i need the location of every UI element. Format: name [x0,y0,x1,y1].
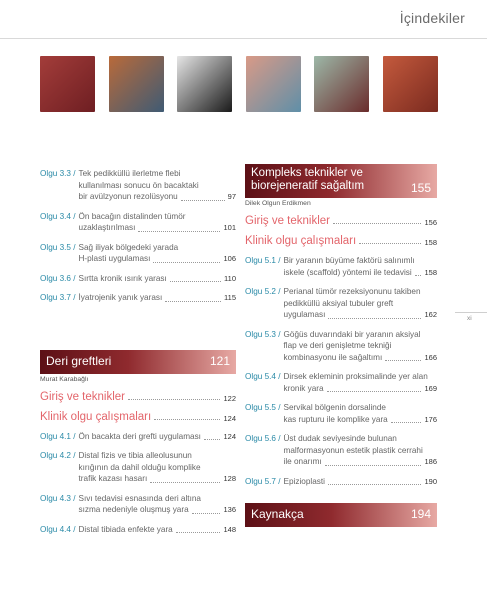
toc-entry[interactable] [245,255,437,278]
entry-body [284,371,437,394]
dot-leader [415,275,422,276]
entry-text: pedikküllü aksiyal tubuler greft [283,298,394,308]
entry-line [79,473,236,485]
heading-text: Giriş ve teknikler [40,390,125,403]
toc-entry[interactable] [40,493,236,516]
entry-body [79,450,236,485]
entry-body [79,524,236,536]
toc-entry[interactable] [40,292,236,304]
dot-leader [333,223,421,224]
entry-text: flap ve deri genişletme tekniği [283,341,392,350]
dot-leader [359,243,421,244]
entry-text: trafik kazası hasarı [78,474,148,483]
dot-leader [325,465,422,466]
entry-body [79,493,236,516]
entry-page: 124 [223,413,236,423]
entry-text: uygulaması [283,310,326,319]
entry-page: 110 [224,273,236,283]
entry-prefix: Olgu 4.4 / [40,524,76,534]
entry-prefix: Olgu 5.2 / [245,287,281,296]
entry-line [284,476,437,488]
section-title: Kompleks teknikler ve biorejeneratif sağaltım [251,167,365,192]
section-page: 155 [410,181,431,195]
dot-leader [391,422,422,423]
entry-text: Epizioplasti [283,476,325,486]
entry-prefix: Olgu 3.4 / [40,211,76,221]
entry-line [284,267,437,279]
entry-page: 176 [424,414,437,424]
toc-entry[interactable] [40,273,236,285]
dot-leader [165,301,221,302]
entry-line [79,504,236,516]
entry-line [79,431,236,443]
entry-line [79,222,236,234]
section-title: Kaynakça [251,507,304,521]
toc-entry[interactable] [245,433,437,468]
entry-page: 101 [223,223,236,232]
entry-page: 97 [227,192,236,201]
entry-line [284,255,437,267]
entry-page: 158 [424,238,437,247]
entry-line [79,462,236,474]
toc-entry[interactable] [40,524,236,536]
dot-leader [181,200,225,201]
entry-line [284,402,437,414]
toc-entry[interactable] [40,211,236,234]
entry-body [79,273,236,285]
entry-page: 166 [424,352,437,362]
entry-text: Sırtta kronik ısırık yarası [78,273,167,283]
heading-text: Klinik olgu çalışmaları [40,410,152,423]
toc-entry[interactable] [40,431,236,443]
entry-body [79,292,236,304]
entry-body [79,242,236,265]
entry-text: H-plasti uygulaması [78,254,151,263]
entry-page: 148 [223,524,236,534]
entry-line [79,292,236,304]
entry-page: 169 [424,383,437,393]
entry-page: 128 [223,474,236,483]
entry-page: 186 [424,457,437,466]
entry-body [284,476,437,488]
entry-prefix: Olgu 5.6 / [245,434,281,443]
header-divider [0,38,487,39]
entry-text: Distal fizis ve tibia alleolusunun [78,451,192,460]
entry-page: 162 [424,310,437,319]
entry-text: kullanılması sonucu ön bacaktaki [78,180,199,190]
entry-line [79,191,236,203]
entry-text: İyatrojenik yanık yarası [78,293,163,302]
entry-page: 190 [424,476,437,486]
dot-leader [176,532,221,533]
entry-page: 158 [424,267,437,277]
entry-text: kas rupturu ile komplike yara [283,414,388,424]
entry-text: Tek pedikküllü ilerletme flebi [78,169,181,178]
entry-body [79,211,236,234]
entry-line [79,253,236,265]
entry-prefix: Olgu 4.3 / [40,493,76,503]
entry-prefix: Olgu 4.2 / [40,451,76,460]
entry-text: Servikal bölgenin dorsalinde [283,403,386,412]
entry-body [284,286,437,321]
entry-line [284,329,437,341]
surgery-photo-5 [314,56,369,112]
entry-text: bir avülzyonun rezolüsyonu [78,192,178,201]
entry-page: 156 [424,218,437,227]
dot-leader [328,318,421,319]
page-number: xi [467,315,472,322]
entry-line [284,340,437,352]
entry-line [284,352,437,364]
entry-line [284,456,437,468]
entry-line [284,414,437,426]
entry-prefix: Olgu 5.7 / [245,476,281,486]
entry-text: uzaklaştırılması [78,223,136,232]
entry-text: Ön bacakta deri grefti uygulaması [78,431,201,441]
entry-text: Distal tibiada enfekte yara [78,524,173,534]
heading-text: Klinik olgu çalışmaları [245,235,357,247]
page-title: İçindekiler [399,10,465,26]
section-header-complex-techniques[interactable] [245,164,437,198]
entry-text: kronik yara [283,383,324,393]
section-title: Deri greftleri [46,353,112,368]
toc-entry[interactable] [245,371,437,394]
entry-text: Sağ iliyak bölgedeki yarada [78,242,179,252]
toc-heading-entry[interactable] [40,391,236,403]
entry-text: Göğüs duvarındaki bir yaranın aksiyal [283,329,421,339]
left-column [40,168,236,543]
dot-leader [327,391,422,392]
entry-text: kombinasyonu ile sağaltımı [283,352,383,362]
section-header-skin-grafts[interactable] [40,350,236,374]
surgery-photo-2 [109,56,164,112]
toc-entry[interactable] [40,450,236,485]
entry-line [79,493,236,505]
toc-entry[interactable] [245,286,437,321]
entry-text: Bir yaranın büyüme faktörü salınımlı [283,256,415,265]
entry-page: 106 [223,254,236,263]
right-column [245,160,437,527]
entry-text: sızma nedeniyle oluşmuş yara [78,505,189,514]
entry-line [284,286,437,298]
entry-line [284,433,437,445]
entry-line [79,450,236,462]
surgery-photo-6 [383,56,438,112]
entry-line [79,180,236,192]
entry-page: 124 [223,431,236,441]
entry-prefix: Olgu 3.6 / [40,273,76,283]
dot-leader [204,439,221,440]
entry-line [79,524,236,536]
entry-line [284,309,437,321]
entry-text: Sıvı tedavisi esnasında deri altına [78,493,201,503]
entry-prefix: Olgu 3.7 / [40,293,76,302]
entry-page: 136 [223,505,236,514]
entry-line [79,273,236,285]
entry-body [284,255,437,278]
entry-line [284,445,437,457]
section-page: 121 [209,353,230,368]
dot-leader [385,360,421,361]
entry-text: kırığının da dahil olduğu komplike [78,462,201,472]
toc-entry[interactable] [40,168,236,203]
toc-entry[interactable] [40,242,236,265]
entry-body [79,431,236,443]
entry-line [284,383,437,395]
section-author: Murat Karabağlı [40,375,89,383]
dot-leader [150,482,220,483]
entry-line [79,242,236,254]
side-divider [455,312,487,313]
entry-line [79,168,236,180]
entry-prefix: Olgu 3.3 / [40,169,76,178]
entry-prefix: Olgu 5.3 / [245,329,281,339]
entry-text: Üst dudak seviyesinde bulunan [283,434,397,443]
dot-leader [154,419,220,420]
entry-text: Ön bacağın distalinden tümör [78,211,186,221]
toc-entry[interactable] [245,402,437,425]
photo-strip [40,56,438,112]
toc-entry[interactable] [245,476,437,488]
entry-text: iskele (scaffold) yöntemi ile tedavisi [283,267,412,277]
heading-text: Giriş ve teknikler [245,215,330,227]
section-header-references[interactable] [245,503,437,527]
entry-line [284,298,437,310]
toc-entry[interactable] [245,329,437,364]
entry-body [284,402,437,425]
dot-leader [170,281,221,282]
surgery-photo-1 [40,56,95,112]
entry-text: ile onarımı [283,457,322,466]
entry-body [79,168,236,203]
entry-prefix: Olgu 5.4 / [245,372,281,381]
entry-prefix: Olgu 5.5 / [245,403,281,412]
section-author: Dilek Olgun Erdikmen [245,200,311,207]
dot-leader [153,262,220,263]
section-page: 194 [410,507,431,521]
dot-leader [328,484,422,485]
entry-line [284,371,437,383]
entry-page: 122 [223,393,236,403]
toc-heading-entry[interactable] [245,235,437,247]
entry-line [79,211,236,223]
entry-text: Dirsek ekleminin proksimalinde yer alan [283,372,428,381]
xray-photo [177,56,232,112]
toc-heading-entry[interactable] [245,215,437,227]
dot-leader [128,399,220,400]
entry-prefix: Olgu 5.1 / [245,256,281,265]
entry-body [284,433,437,468]
dot-leader [138,231,220,232]
entry-prefix: Olgu 3.5 / [40,242,76,252]
dot-leader [192,513,221,514]
entry-text: Perianal tümör rezeksiyonunu takiben [283,287,421,296]
entry-page: 115 [224,293,236,302]
entry-text: malformasyonun estetik plastik cerrahi [283,445,423,455]
wound-photo [246,56,301,112]
toc-heading-entry[interactable] [40,411,236,423]
entry-prefix: Olgu 4.1 / [40,431,76,441]
entry-body [284,329,437,364]
